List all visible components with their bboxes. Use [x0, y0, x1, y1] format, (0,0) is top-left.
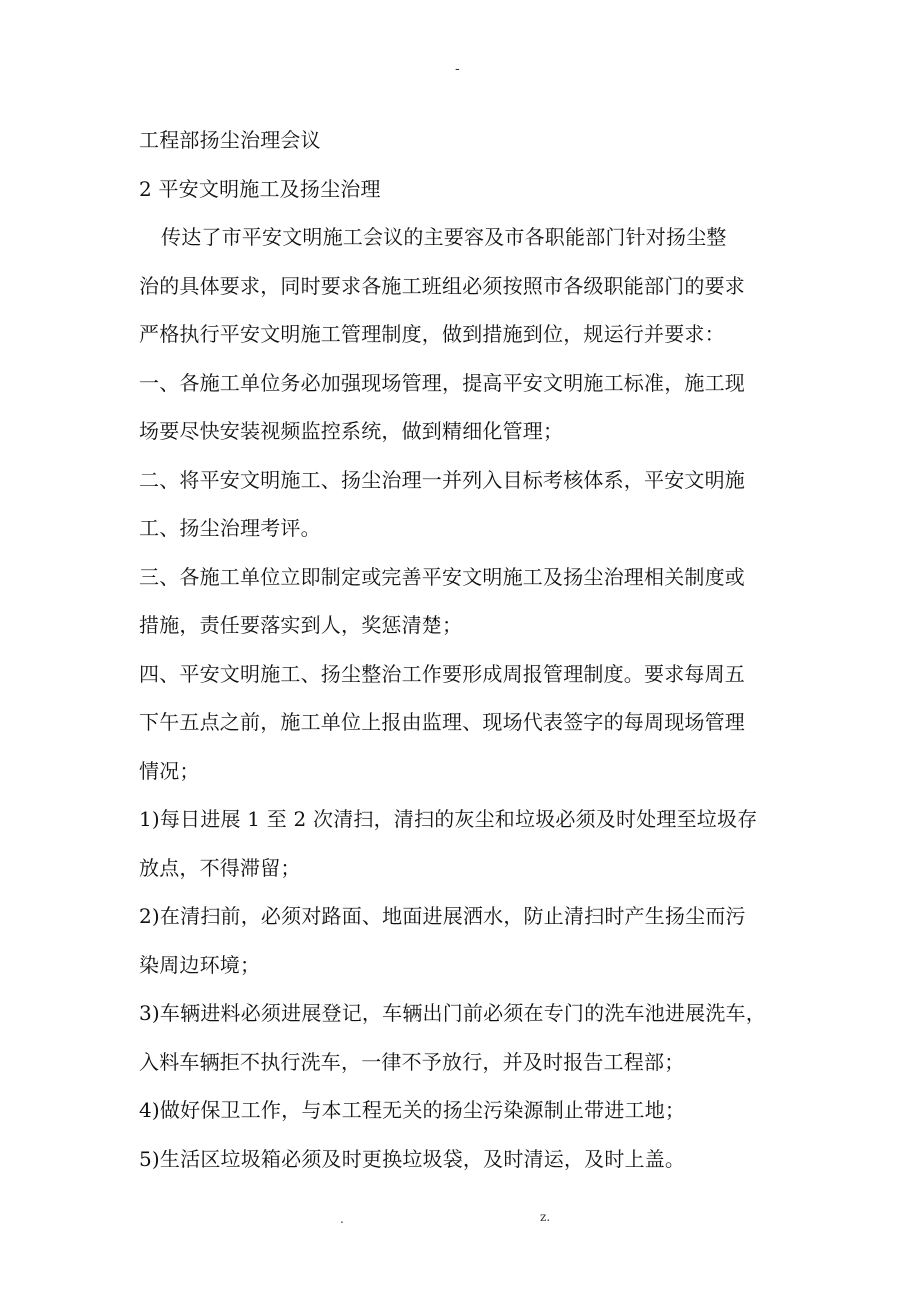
document-title: 工程部扬尘治理会议 — [139, 128, 321, 152]
sub-item-line: 放点，不得滞留； — [139, 855, 301, 880]
document-body — [139, 116, 789, 1183]
list-item-line: 四、平安文明施工、扬尘整治工作要形成周报管理制度。要求每周五 — [139, 661, 745, 686]
sub-item-line: 1)每日进展 1 至 2 次清扫，清扫的灰尘和垃圾必须及时处理至垃圾存 — [139, 807, 758, 831]
paragraph-line: 严格执行平安文明施工管理制度，做到措施到位，规运行并要求： — [139, 322, 725, 346]
list-item-line: 情况； — [139, 758, 200, 783]
page-header-mark: - — [455, 61, 460, 77]
sub-item-line: 入料车辆拒不执行洗车，一律不予放行，并及时报告工程部； — [139, 1049, 685, 1074]
sub-item-line: 染周边环境； — [139, 952, 261, 977]
list-item-line: 措施，责任要落实到人，奖惩清楚； — [139, 613, 463, 637]
paragraph-line: 传达了市平安文明施工会议的主要容及市各职能部门针对扬尘整 — [161, 225, 727, 249]
sub-item-line: 4)做好保卫工作，与本工程无关的扬尘污染源制止带进工地； — [139, 1098, 686, 1122]
list-item-line: 工、扬尘治理考评。 — [139, 516, 321, 540]
sub-item-line: 5)生活区垃圾箱必须及时更换垃圾袋，及时清运，及时上盖。 — [139, 1146, 686, 1171]
list-item-line: 二、将平安文明施工、扬尘治理一并列入目标考核体系，平安文明施 — [139, 467, 745, 492]
sub-item-line: 3)车辆进料必须进展登记，车辆出门前必须在专门的洗车池进展洗车， — [139, 1001, 766, 1025]
list-item-line: 场要尽快安装视频监控系统，做到精细化管理； — [139, 419, 564, 443]
list-item-line: 一、各施工单位务必加强现场管理，提高平安文明施工标准，施工现 — [139, 370, 745, 395]
page-footer-dot: . — [340, 1212, 344, 1226]
section-heading: 2 平安文明施工及扬尘治理 — [139, 176, 381, 201]
paragraph-line: 治的具体要求，同时要求各施工班组必须按照市各级职能部门的要求 — [139, 273, 745, 298]
list-item-line: 三、各施工单位立即制定或完善平安文明施工及扬尘治理相关制度或 — [139, 564, 745, 589]
sub-item-line: 2)在清扫前，必须对路面、地面进展洒水，防止清扫时产生扬尘而污 — [139, 904, 746, 928]
list-item-line: 下午五点之前，施工单位上报由监理、现场代表签字的每周现场管理 — [139, 710, 745, 734]
page-footer-mark: z. — [540, 1210, 551, 1224]
